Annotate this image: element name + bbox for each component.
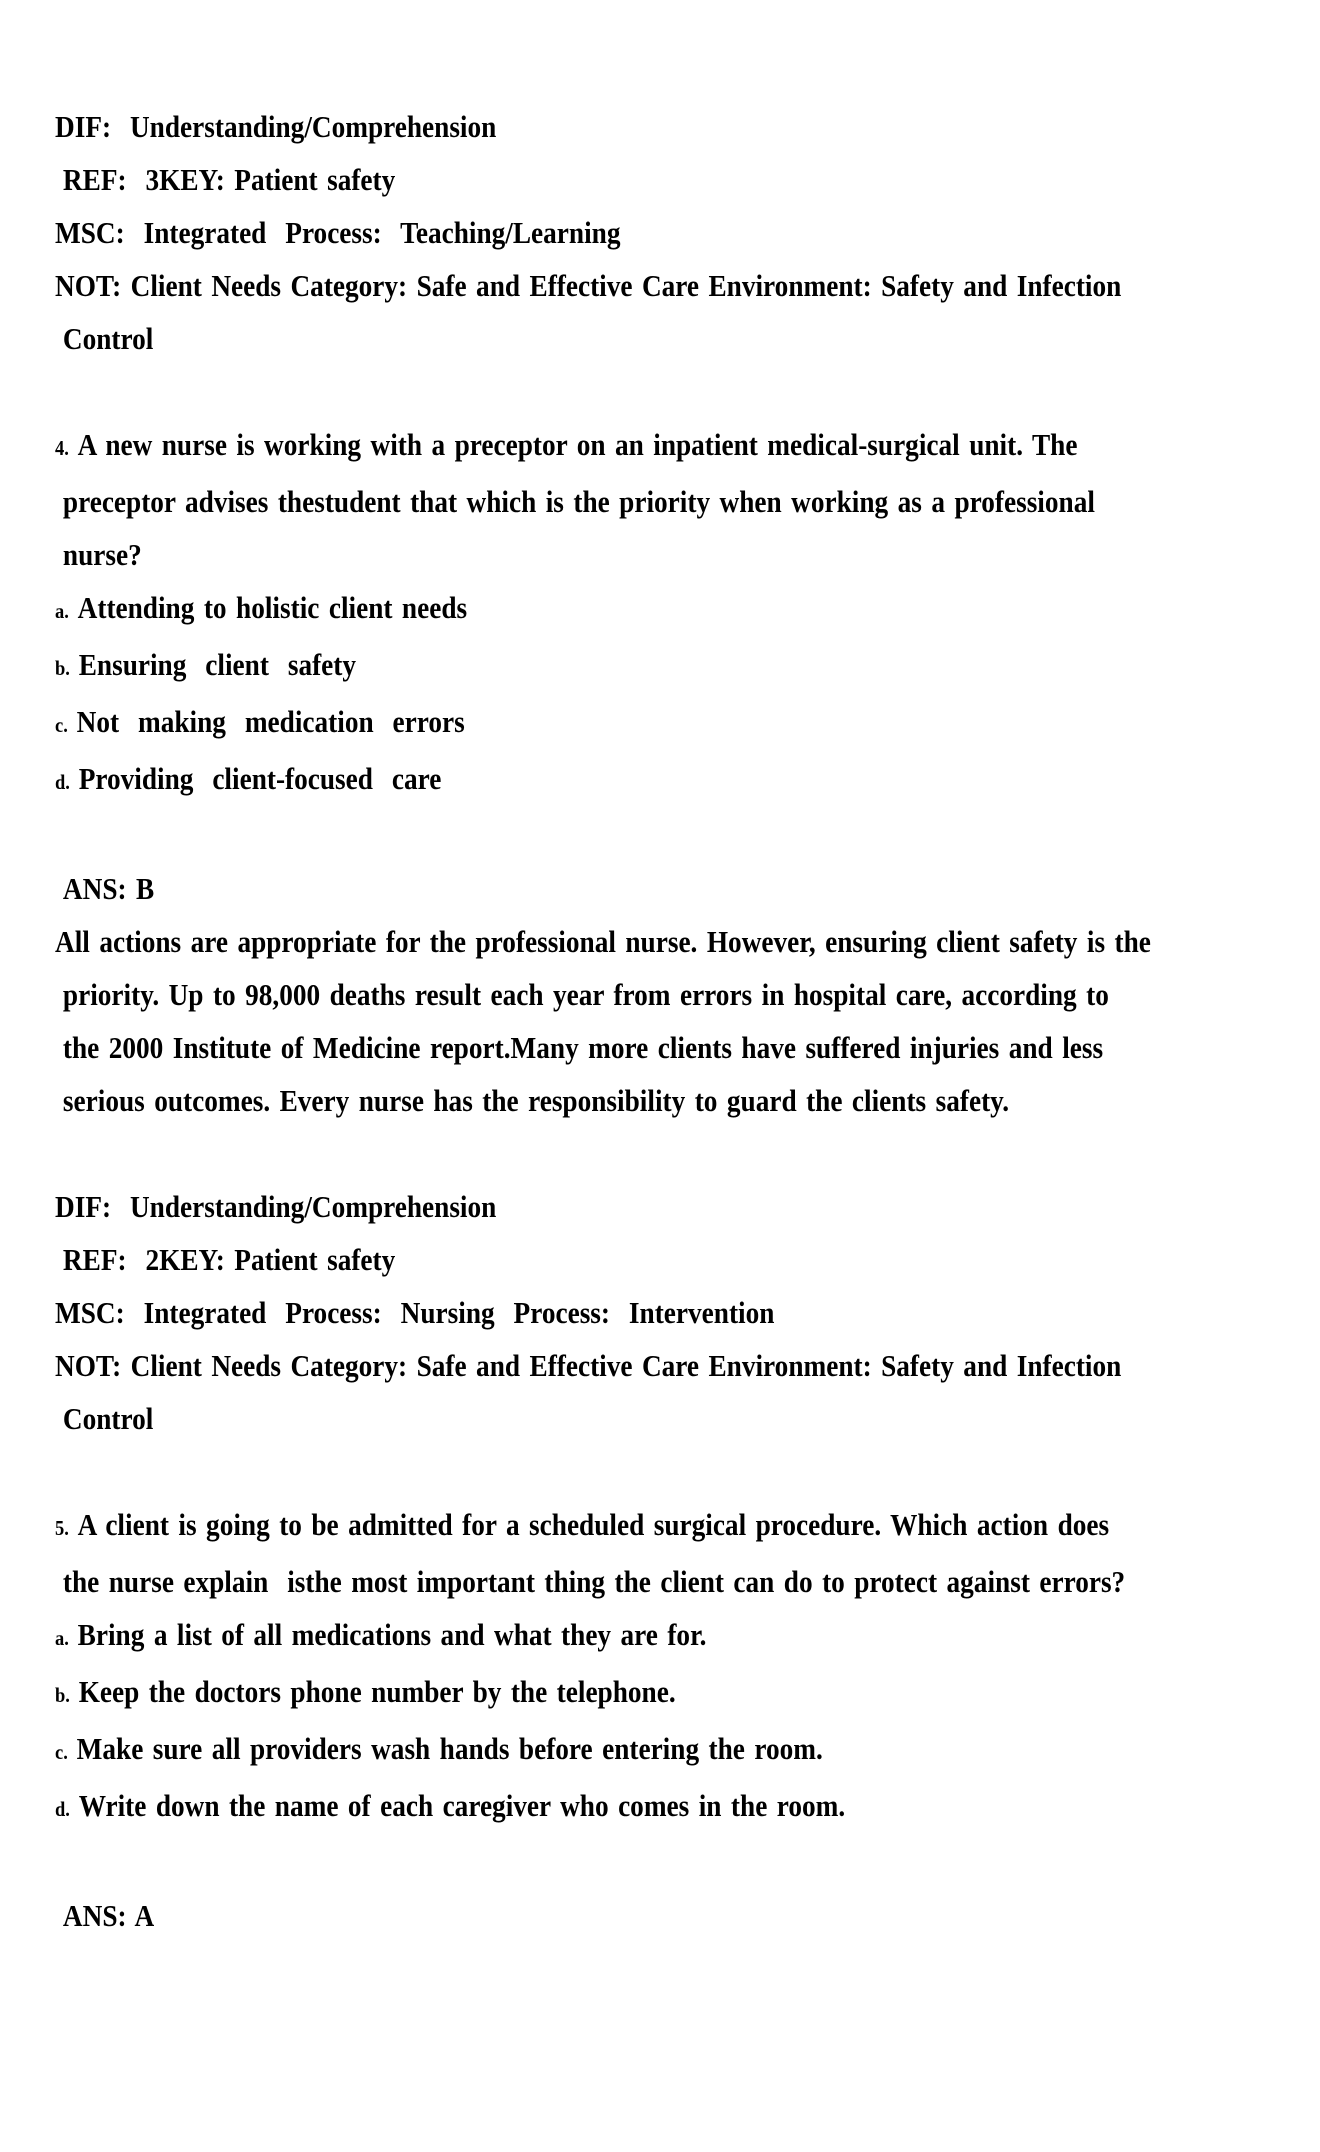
rationale-text: the 2000 Institute of Medicine report.Many more clients have suffered injuries and less [62,1030,1104,1065]
meta-line [55,312,1151,365]
meta-block [55,100,1300,365]
meta-text: NOT: Client Needs Category: Safe and Effective Care Environment: Safety and Infection [55,1348,1122,1383]
options-text: Write down the name of each caregiver who comes in the room. [78,1788,846,1823]
options-text: Not making medication errors [76,704,465,739]
option-letter: d. [55,1797,70,1821]
options-line [55,1779,1151,1836]
options-block [55,581,1300,809]
question-block [55,1498,1300,1608]
question-text: A client is going to be admitted for a scheduled surgical procedure. Which action does [77,1507,1110,1542]
meta-line [55,1339,1151,1392]
meta-text: Control [62,1401,154,1436]
meta-line [55,100,1151,153]
options-text: Attending to holistic client needs [77,590,468,625]
meta-line [55,1180,1151,1233]
rationale-line [55,968,1151,1021]
meta-text: Control [62,321,154,356]
meta-text: MSC: Integrated Process: Nursing Process: Intervention [55,1295,775,1330]
question-line [55,475,1151,528]
options-text: Providing client-focused care [78,761,442,796]
options-block [55,1608,1300,1836]
meta-line [55,1392,1151,1445]
answer-block [55,862,1300,915]
question-block [55,418,1300,581]
question-number: 4. [55,436,69,460]
meta-line [55,206,1151,259]
question-line [55,528,1151,581]
rationale-line [55,915,1151,968]
question-line [55,1555,1151,1608]
meta-block [55,1180,1300,1445]
question-text: A new nurse is working with a preceptor on an inpatient medical-surgical unit. The [77,427,1078,462]
meta-line [55,1233,1151,1286]
options-line [55,695,1151,752]
rationale-line [55,1074,1151,1127]
options-text: Keep the doctors phone number by the telephone. [78,1674,676,1709]
answer-text: ANS: B [62,871,155,906]
answer-block [55,1889,1300,1942]
answer-text: ANS: A [62,1898,155,1933]
options-line [55,581,1151,638]
meta-text: REF: 3KEY: Patient safety [62,162,396,197]
options-line [55,1608,1151,1665]
options-text: Bring a list of all medications and what they are for. [77,1617,707,1652]
rationale-text: priority. Up to 98,000 deaths result each year from errors in hospital care, according to [62,977,1109,1012]
meta-text: NOT: Client Needs Category: Safe and Effective Care Environment: Safety and Infection [55,268,1122,303]
meta-text: REF: 2KEY: Patient safety [62,1242,396,1277]
question-line [55,418,1151,475]
option-letter: d. [55,770,70,794]
options-line [55,1722,1151,1779]
rationale-text: serious outcomes. Every nurse has the responsibility to guard the clients safety. [62,1083,1010,1118]
rationale-block [55,915,1300,1127]
answer-line [55,1889,1151,1942]
options-line [55,752,1151,809]
question-number: 5. [55,1516,69,1540]
option-letter: c. [55,713,68,737]
option-letter: c. [55,1740,68,1764]
answer-line [55,862,1151,915]
option-letter: b. [55,656,70,680]
question-text: the nurse explain isthe most important thing the client can do to protect against errors? [62,1564,1126,1599]
options-text: Ensuring client safety [78,647,357,682]
rationale-line [55,1021,1151,1074]
meta-line [55,153,1151,206]
meta-line [55,1286,1151,1339]
option-letter: b. [55,1683,70,1707]
meta-text: DIF: Understanding/Comprehension [55,109,497,144]
options-line [55,1665,1151,1722]
options-line [55,638,1151,695]
meta-text: MSC: Integrated Process: Teaching/Learning [55,215,621,250]
meta-text: DIF: Understanding/Comprehension [55,1189,497,1224]
question-text: nurse? [62,537,142,572]
question-line [55,1498,1151,1555]
meta-line [55,259,1151,312]
rationale-text: All actions are appropriate for the professional nurse. However, ensuring client safety is the [55,924,1151,959]
question-text: preceptor advises thestudent that which is the priority when working as a professional [62,484,1095,519]
option-letter: a. [55,599,69,623]
options-text: Make sure all providers wash hands before entering the room. [76,1731,823,1766]
option-letter: a. [55,1626,69,1650]
